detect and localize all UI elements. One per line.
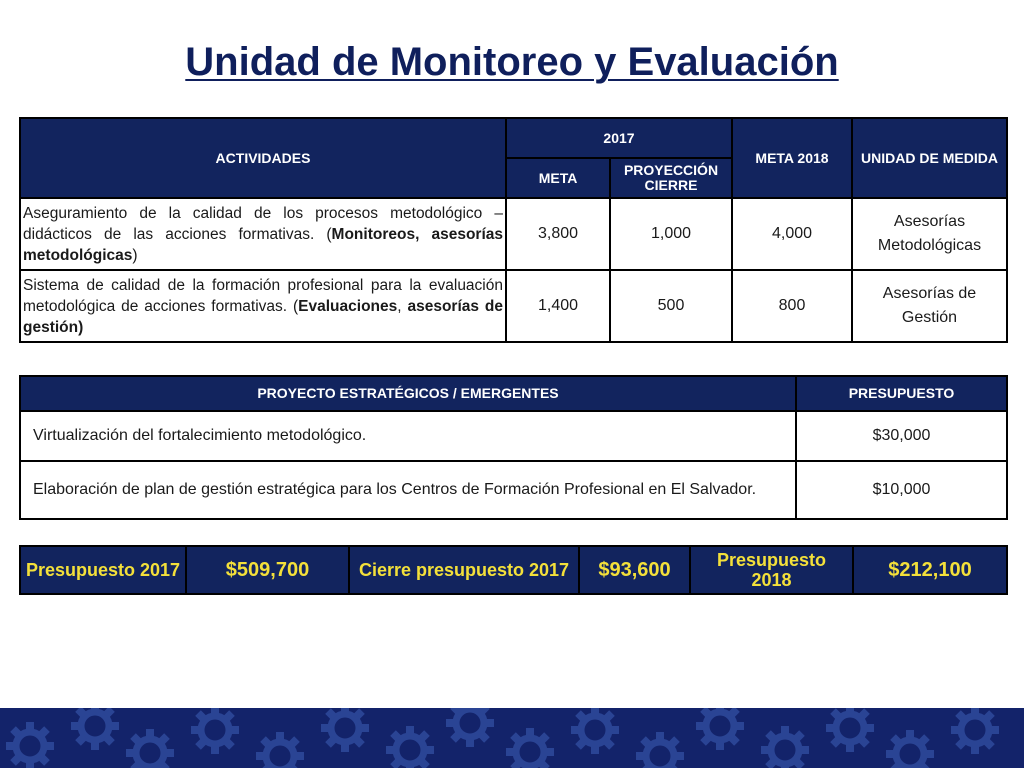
presupuesto-2018-value: $212,100 — [853, 546, 1007, 594]
table-row — [20, 270, 1007, 342]
meta-value: 1,400 — [506, 270, 610, 342]
gear-pattern-icon — [0, 708, 1024, 768]
header-presupuesto: PRESUPUESTO — [796, 376, 1007, 411]
header-meta-2018: META 2018 — [732, 118, 852, 198]
proyeccion-value: 1,000 — [610, 198, 732, 270]
budget-summary — [19, 545, 1008, 595]
activity-description: Aseguramiento de la calidad de los procesos metodológico – didácticos de las acciones formativas. (Monitoreos, asesorías metodológicas) — [20, 198, 506, 270]
cierre-2017-label: Cierre presupuesto 2017 — [349, 546, 579, 594]
presupuesto-2017-label: Presupuesto 2017 — [20, 546, 186, 594]
activities-table — [19, 117, 1008, 343]
meta-2018-value: 800 — [732, 270, 852, 342]
footer-gear-banner — [0, 708, 1024, 768]
presupuesto-2018-label: Presupuesto 2018 — [690, 546, 853, 594]
presupuesto-2017-value: $509,700 — [186, 546, 349, 594]
table-row — [20, 411, 1007, 461]
proyeccion-value: 500 — [610, 270, 732, 342]
project-amount: $10,000 — [796, 461, 1007, 519]
table-row — [20, 198, 1007, 270]
meta-2018-value: 4,000 — [732, 198, 852, 270]
header-unidad-medida: UNIDAD DE MEDIDA — [852, 118, 1007, 198]
unidad-value: Asesorías de Gestión — [852, 270, 1007, 342]
project-name: Virtualización del fortalecimiento metodológico. — [20, 411, 796, 461]
table-row — [20, 461, 1007, 519]
header-proyecto: PROYECTO ESTRATÉGICOS / EMERGENTES — [20, 376, 796, 411]
header-meta: META — [506, 158, 610, 198]
page-title: Unidad de Monitoreo y Evaluación — [185, 40, 839, 84]
header-2017: 2017 — [506, 118, 732, 158]
header-actividades: ACTIVIDADES — [20, 118, 506, 198]
project-name: Elaboración de plan de gestión estratégica para los Centros de Formación Profesional en El Salvador. — [20, 461, 796, 519]
meta-value: 3,800 — [506, 198, 610, 270]
activity-description: Sistema de calidad de la formación profesional para la evaluación metodológica de acciones formativas. (Evaluaciones, asesorías de gestión) — [20, 270, 506, 342]
header-proyeccion-cierre: PROYECCIÓN CIERRE — [610, 158, 732, 198]
project-amount: $30,000 — [796, 411, 1007, 461]
cierre-2017-value: $93,600 — [579, 546, 690, 594]
projects-table — [19, 375, 1008, 520]
unidad-value: Asesorías Metodológicas — [852, 198, 1007, 270]
